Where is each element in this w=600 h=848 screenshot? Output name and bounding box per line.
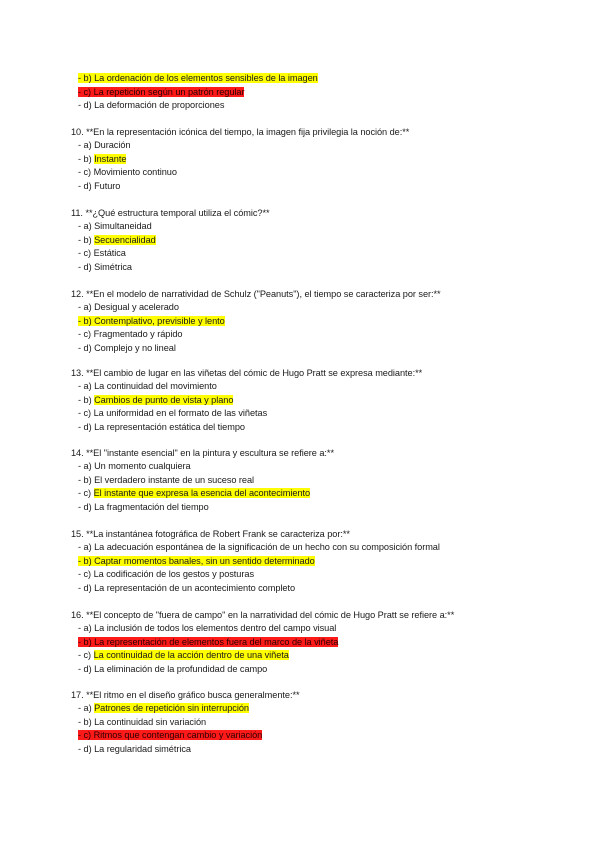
option-text: La inclusión de todos los elementos dentro del campo visual <box>94 623 337 633</box>
top-option-line <box>78 99 224 111</box>
option-wrap <box>78 167 177 177</box>
option-text: El instante que expresa la esencia del acontecimiento <box>93 488 311 498</box>
option-wrap <box>78 583 295 593</box>
answer-option <box>78 501 209 513</box>
answer-option <box>78 301 179 313</box>
answer-option <box>78 380 217 392</box>
option-text: Complejo y no lineal <box>94 343 176 353</box>
option-wrap <box>78 650 289 660</box>
option-wrap <box>78 730 262 740</box>
option-wrap <box>78 140 130 150</box>
option-wrap <box>78 664 267 674</box>
answer-option <box>78 394 233 406</box>
answer-option <box>78 328 182 340</box>
option-text: Desigual y acelerado <box>94 302 179 312</box>
option-prefix: - c) <box>78 167 94 177</box>
option-text: La regularidad simétrica <box>94 744 191 754</box>
option-wrap <box>78 316 225 326</box>
option-text: La continuidad sin variación <box>94 717 207 727</box>
option-wrap <box>78 73 318 83</box>
option-prefix: - d) <box>78 502 95 512</box>
option-wrap <box>78 703 249 713</box>
answer-option <box>78 663 267 675</box>
question-stem: 17. **El ritmo en el diseño gráfico busca generalmente:** <box>71 690 300 700</box>
option-prefix: - b) <box>78 395 95 405</box>
option-prefix: - d) <box>78 422 95 432</box>
option-wrap <box>78 248 126 258</box>
option-wrap <box>78 181 120 191</box>
option-prefix: - c) <box>78 730 94 740</box>
answer-option <box>78 541 440 553</box>
answer-option <box>78 234 156 246</box>
option-prefix: - c) <box>78 569 94 579</box>
option-prefix: - d) <box>78 583 95 593</box>
answer-option <box>78 247 126 259</box>
option-text: La representación de elementos fuera del marco de la viñeta <box>94 637 339 647</box>
option-text: Ritmos que contengan cambio y variación <box>93 730 263 740</box>
question-stem: 10. **En la representación icónica del tiempo, la imagen fija privilegia la noción de:** <box>71 127 410 137</box>
option-prefix: - d) <box>78 181 95 191</box>
option-text: Fragmentado y rápido <box>93 329 183 339</box>
option-text: La codificación de los gestos y posturas <box>93 569 254 579</box>
option-prefix: - c) <box>78 650 94 660</box>
answer-option <box>78 743 191 755</box>
answer-option <box>78 568 254 580</box>
answer-option <box>78 636 338 648</box>
option-text: Secuencialidad <box>94 235 156 245</box>
option-wrap <box>78 502 209 512</box>
option-prefix: - a) <box>78 221 95 231</box>
answer-option <box>78 460 191 472</box>
option-prefix: - b) <box>78 637 95 647</box>
answer-option <box>78 702 249 714</box>
option-text: La continuidad de la acción dentro de una viñeta <box>93 650 289 660</box>
option-wrap <box>78 461 191 471</box>
answer-option <box>78 474 254 486</box>
option-text: Futuro <box>94 181 121 191</box>
answer-option <box>78 487 310 499</box>
option-prefix: - c) <box>78 329 94 339</box>
option-prefix: - d) <box>78 343 95 353</box>
option-text: El verdadero instante de un suceso real <box>94 475 255 485</box>
option-prefix: - b) <box>78 154 95 164</box>
option-prefix: - b) <box>78 556 95 566</box>
option-prefix: - b) <box>78 73 95 83</box>
question-stem: 15. **La instantánea fotográfica de Robert Frank se caracteriza por:** <box>71 529 350 539</box>
answer-option <box>78 315 225 327</box>
option-prefix: - a) <box>78 381 95 391</box>
option-wrap <box>78 302 179 312</box>
option-text: Un momento cualquiera <box>94 461 191 471</box>
option-text: Cambios de punto de vista y plano <box>94 395 234 405</box>
option-text: La deformación de proporciones <box>94 100 225 110</box>
option-prefix: - d) <box>78 664 95 674</box>
answer-option <box>78 555 315 567</box>
option-wrap <box>78 422 245 432</box>
option-prefix: - d) <box>78 262 95 272</box>
option-text: Instante <box>94 154 127 164</box>
answer-option <box>78 166 177 178</box>
option-wrap <box>78 154 126 164</box>
top-option-line <box>78 72 318 84</box>
option-wrap <box>78 637 338 647</box>
option-prefix: - d) <box>78 100 95 110</box>
option-text: La representación de un acontecimiento completo <box>94 583 296 593</box>
answer-option <box>78 716 206 728</box>
question-stem: 12. **En el modelo de narratividad de Schulz ("Peanuts"), el tiempo se caracteriza por ser:** <box>71 289 441 299</box>
option-prefix: - b) <box>78 717 95 727</box>
option-text: La eliminación de la profundidad de campo <box>94 664 268 674</box>
option-wrap <box>78 488 310 498</box>
option-prefix: - a) <box>78 703 95 713</box>
option-prefix: - a) <box>78 542 95 552</box>
question-stem: 11. **¿Qué estructura temporal utiliza el cómic?** <box>71 208 270 218</box>
option-wrap <box>78 623 336 633</box>
answer-option <box>78 649 289 661</box>
option-wrap <box>78 744 191 754</box>
answer-option <box>78 407 267 419</box>
option-wrap <box>78 408 267 418</box>
option-wrap <box>78 100 224 110</box>
answer-option <box>78 582 295 594</box>
option-text: La continuidad del movimiento <box>94 381 217 391</box>
option-wrap <box>78 221 152 231</box>
question-stem: 14. **El "instante esencial" en la pintura y escultura se refiere a:** <box>71 448 334 458</box>
option-text: Simultaneidad <box>94 221 152 231</box>
option-wrap <box>78 556 315 566</box>
option-text: Estática <box>93 248 126 258</box>
option-text: Contemplativo, previsible y lento <box>94 316 225 326</box>
option-text: La adecuación espontánea de la significación de un hecho con su composición formal <box>94 542 440 552</box>
option-prefix: - c) <box>78 248 94 258</box>
option-prefix: - b) <box>78 316 95 326</box>
option-prefix: - a) <box>78 623 95 633</box>
option-prefix: - a) <box>78 461 95 471</box>
option-text: La representación estática del tiempo <box>94 422 245 432</box>
answer-option <box>78 139 130 151</box>
option-text: La repetición según un patrón regular <box>93 87 245 97</box>
option-text: La uniformidad en el formato de las viñetas <box>93 408 268 418</box>
option-text: La fragmentación del tiempo <box>94 502 209 512</box>
answer-option <box>78 153 126 165</box>
option-prefix: - c) <box>78 408 94 418</box>
option-text: Duración <box>94 140 131 150</box>
option-wrap <box>78 343 176 353</box>
top-option-line <box>78 86 244 98</box>
answer-option <box>78 421 245 433</box>
answer-option <box>78 220 152 232</box>
option-text: Simétrica <box>94 262 132 272</box>
answer-option <box>78 622 336 634</box>
option-wrap <box>78 87 244 97</box>
option-text: Captar momentos banales, sin un sentido determinado <box>94 556 315 566</box>
answer-option <box>78 261 132 273</box>
option-wrap <box>78 329 182 339</box>
answer-option <box>78 729 262 741</box>
option-prefix: - c) <box>78 488 94 498</box>
option-prefix: - a) <box>78 140 95 150</box>
option-text: Movimiento continuo <box>93 167 177 177</box>
option-prefix: - b) <box>78 475 95 485</box>
option-text: Patrones de repetición sin interrupción <box>94 703 249 713</box>
question-stem: 13. **El cambio de lugar en las viñetas del cómic de Hugo Pratt se expresa mediante:** <box>71 368 423 378</box>
option-prefix: - b) <box>78 235 95 245</box>
option-wrap <box>78 395 233 405</box>
answer-option <box>78 342 176 354</box>
answer-option <box>78 180 120 192</box>
option-prefix: - a) <box>78 302 95 312</box>
option-prefix: - d) <box>78 744 95 754</box>
option-text: La ordenación de los elementos sensibles de la imagen <box>94 73 318 83</box>
option-prefix: - c) <box>78 87 94 97</box>
option-wrap <box>78 262 132 272</box>
option-wrap <box>78 235 156 245</box>
option-wrap <box>78 717 206 727</box>
option-wrap <box>78 475 254 485</box>
option-wrap <box>78 381 217 391</box>
option-wrap <box>78 569 254 579</box>
option-wrap <box>78 542 440 552</box>
question-stem: 16. **El concepto de "fuera de campo" en la narratividad del cómic de Hugo Pratt se refiere a:** <box>71 610 455 620</box>
